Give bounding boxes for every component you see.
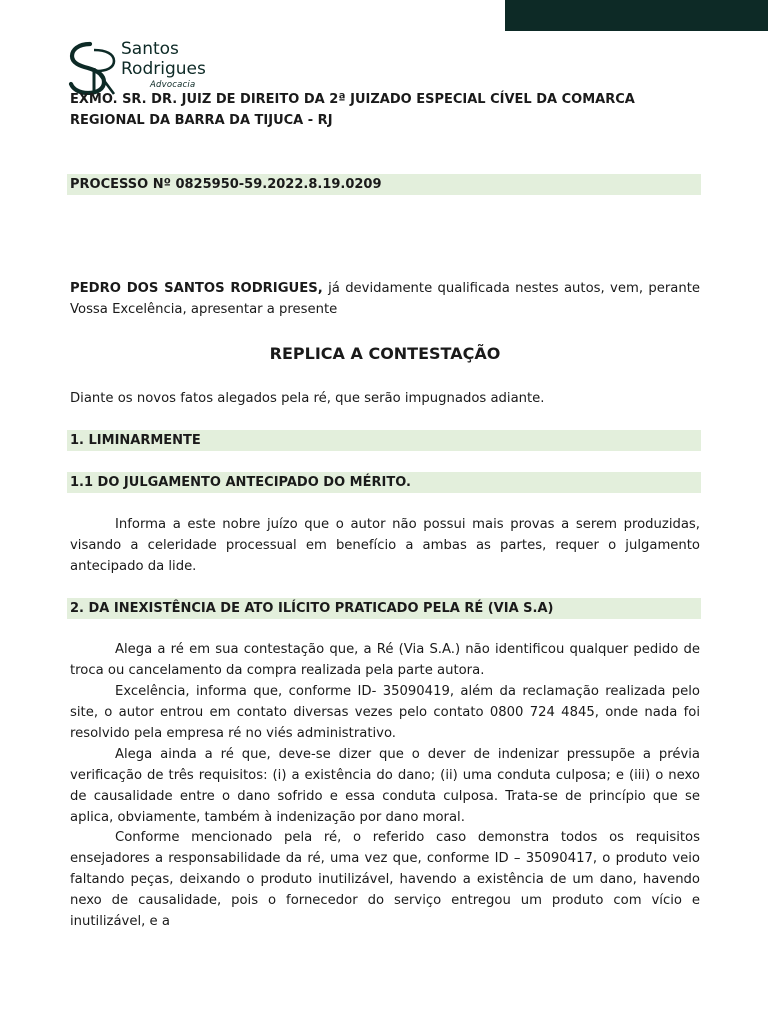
header-corner-bar: [505, 0, 768, 31]
process-number: PROCESSO Nº 0825950-59.2022.8.19.0209: [67, 174, 701, 195]
court-addressee: EXMO. SR. DR. JUIZ DE DIREITO DA 2ª JUIZADO ESPECIAL CÍVEL DA COMARCA REGIONAL DA BARRA DA TIJUCA - RJ: [70, 92, 635, 128]
section-2-paragraph-2: Excelência, informa que, conforme ID- 35090419, além da reclamação realizada pelo site, o autor entrou em contato diversas vezes pelo contato 0800 724 4845, onde nada foi resolvido pela empresa ré no viés administrativo.: [70, 684, 700, 741]
lead-paragraph: Diante os novos fatos alegados pela ré, que serão impugnados adiante.: [70, 391, 545, 406]
section-2-paragraph-1: Alega a ré em sua contestação que, a Ré (Via S.A.) não identificou qualquer pedido de troca ou cancelamento da compra realizada pela parte autora.: [70, 642, 700, 678]
plaintiff-name: PEDRO DOS SANTOS RODRIGUES,: [70, 281, 323, 296]
firm-logo: [68, 40, 228, 96]
intro-paragraph: [70, 278, 700, 320]
intro-text: já devidamente qualificada nestes autos, vem, perante Vossa Excelência, apresentar a presente: [70, 281, 700, 317]
logo-word-rodrigues: Rodrigues: [121, 59, 206, 79]
section-heading-1: 1. LIMINARMENTE: [67, 430, 701, 451]
section-heading-2: 2. DA INEXISTÊNCIA DE ATO ILÍCITO PRATICADO PELA RÉ (VIA S.A): [67, 598, 701, 619]
section-2-paragraph-3: Alega ainda a ré que, deve-se dizer que o dever de indenizar pressupõe a prévia verificação de três requisitos: (i) a existência do dano; (ii) uma conduta culposa; e (iii) o nexo de causalidade entre o dano sofrido e essa conduta culposa. Trata-se de princípio que se aplica, obviamente, também à indenização por dano moral.: [70, 747, 700, 825]
section-heading-1-1: 1.1 DO JULGAMENTO ANTECIPADO DO MÉRITO.: [67, 472, 701, 493]
section-2-paragraph-4: Conforme mencionado pela ré, o referido caso demonstra todos os requisitos ensejadores a responsabilidade da ré, uma vez que, conforme ID – 35090417, o produto veio faltando peças, deixando o produto inutilizável, havendo a existência de um dano, havendo nexo de causalidade, pois o fornecedor do serviço entregou um produto com vício e inutilizável, e a: [70, 830, 700, 929]
section-1-1-paragraph: Informa a este nobre juízo que o autor não possui mais provas a serem produzidas, visando a celeridade processual em benefício a ambas as partes, requer o julgamento antecipado da lide.: [70, 517, 700, 574]
logo-word-santos: Santos: [121, 39, 179, 59]
sr-monogram-icon: [68, 41, 118, 95]
logo-subtitle: Advocacia: [150, 80, 196, 90]
document-title: REPLICA A CONTESTAÇÃO: [269, 344, 501, 363]
